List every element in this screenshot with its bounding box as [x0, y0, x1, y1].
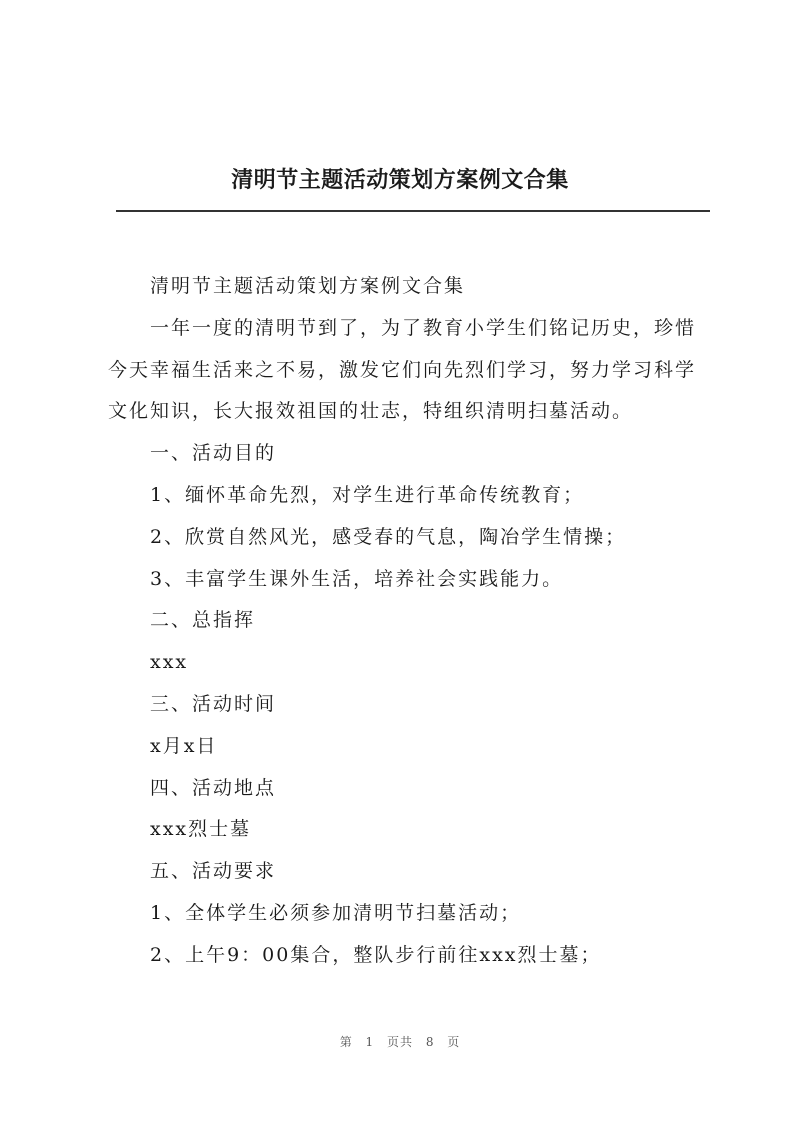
section-heading-commander: 二、总指挥: [150, 609, 256, 632]
list-item: 2、欣赏自然风光，感受春的气息，陶冶学生情操；: [150, 525, 627, 548]
list-item: 1、缅怀革命先烈，对学生进行革命传统教育；: [150, 483, 585, 506]
commander-value: xxx: [150, 651, 189, 674]
section-heading-purpose: 一、活动目的: [150, 442, 277, 465]
list-item: 3、丰富学生课外生活，培养社会实践能力。: [150, 567, 564, 590]
section-heading-time: 三、活动时间: [150, 692, 277, 715]
title-divider: [116, 210, 710, 212]
location-value: xxx烈士墓: [150, 818, 252, 841]
document-title: 清明节主题活动策划方案例文合集: [231, 167, 569, 193]
time-value: x月x日: [150, 734, 218, 757]
paragraph-heading: 清明节主题活动策划方案例文合集: [150, 275, 466, 297]
list-item: 2、上午9：00集合，整队步行前往xxx烈士墓；: [150, 943, 602, 966]
list-item: 1、全体学生必须参加清明节扫墓活动；: [150, 901, 522, 924]
paragraph-intro: 一年一度的清明节到了，为了教育小学生们铭记历史，珍惜今天幸福生活来之不易，激发它们向先烈们学习，努力学习科学文化知识，长大报效祖国的壮志，特组织清明扫墓活动。: [108, 316, 697, 423]
document-body: [108, 266, 708, 977]
page-footer: 第 1 页共 8 页: [339, 1035, 461, 1049]
section-heading-location: 四、活动地点: [150, 776, 277, 799]
section-heading-requirements: 五、活动要求: [150, 860, 277, 883]
